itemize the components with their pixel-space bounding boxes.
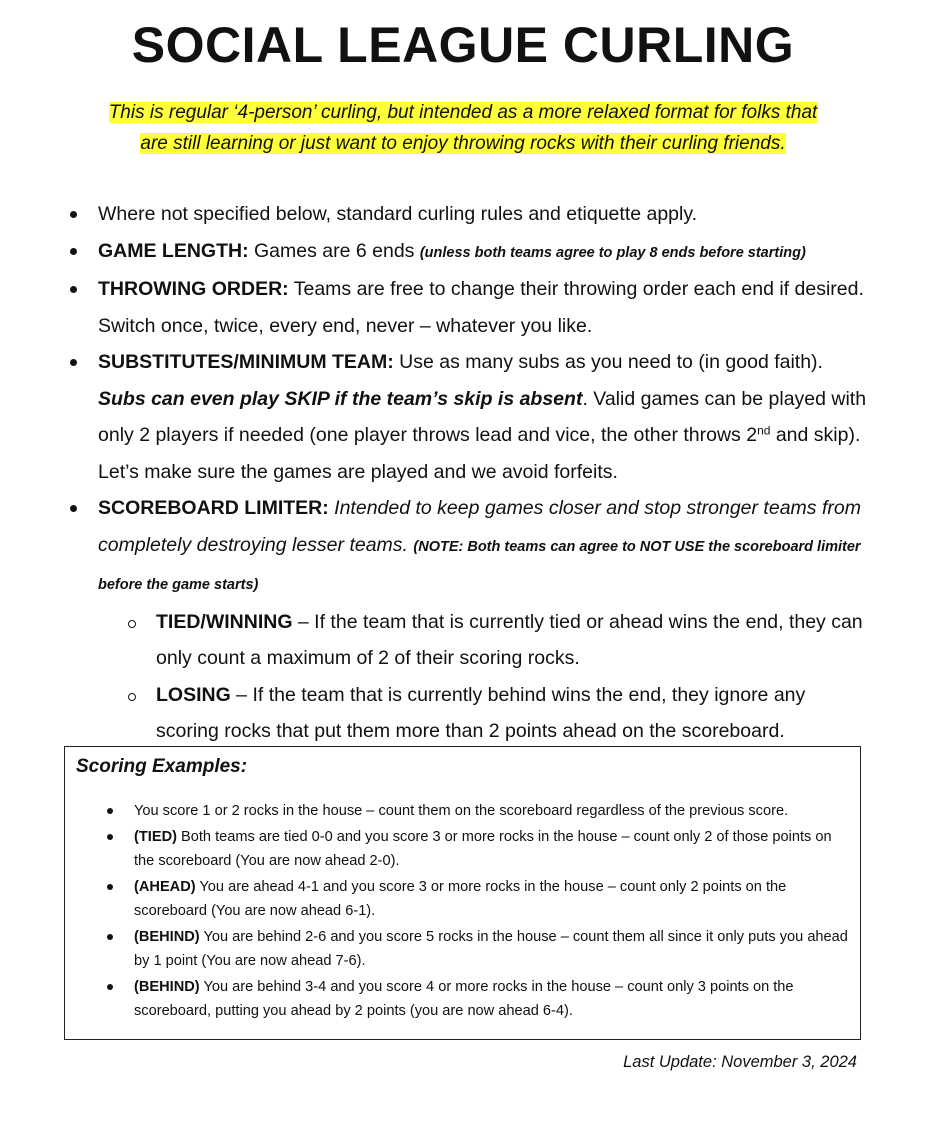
rule-label: THROWING ORDER:: [98, 278, 289, 300]
sub-text: – If the team that is currently behind wins the end, they ignore any scoring rocks that put them more than 2 points ahead on the scoreboard.: [156, 683, 806, 742]
rule-emphasis: Subs can even play SKIP if the team’s skip is absent: [98, 387, 583, 410]
example-tag: (BEHIND): [134, 928, 200, 945]
rule-general-text: Where not specified below, standard curling rules and etiquette apply.: [98, 203, 698, 225]
sub-label: TIED/WINNING: [156, 610, 293, 633]
example-item: [107, 799, 855, 823]
page-title: SOCIAL LEAGUE CURLING: [131, 17, 795, 73]
rule-game-length: [70, 233, 870, 272]
intro-line-2: are still learning or just want to enjoy throwing rocks with their curling friends.: [140, 133, 786, 154]
rule-substitutes: [70, 344, 870, 490]
rules-list: [70, 196, 870, 750]
example-text: You are behind 3-4 and you score 4 or more rocks in the house – count only 3 points on the scoreboard, putting you ahead by 2 points (you are now ahead 6-4).: [134, 979, 794, 1020]
rule-text: Teams are free to change their throwing order each end if desired. Switch once, twice, every end, never – whatever you like.: [98, 278, 864, 337]
example-text: You are behind 2-6 and you score 5 rocks in the house – count them all since it only puts you ahead by 1 point (You are now ahead 7-6).: [134, 928, 848, 970]
examples-title: Scoring Examples:: [76, 756, 248, 777]
example-tag: (TIED): [134, 828, 177, 845]
rule-text: Games are 6 ends: [248, 239, 420, 262]
rule-text: Intended to keep games closer and stop stronger teams from completely destroying lesser teams.: [98, 497, 861, 556]
rule-throwing-order: [70, 271, 870, 344]
limiter-losing: [128, 677, 870, 750]
rule-scoreboard-limiter: [70, 490, 870, 750]
intro-line-1: This is regular ‘4-person’ curling, but intended as a more relaxed format for folks that: [108, 102, 818, 123]
rule-text: . Valid games can be played with only 2 players if needed (one player throws lead and vice, the other throws 2: [98, 387, 867, 446]
sub-text: – If the team that is currently tied or ahead wins the end, they can only count a maximum of 2 of their scoring rocks.: [156, 610, 863, 669]
example-tag: (AHEAD): [134, 878, 196, 895]
rule-text: and skip). Let’s make sure the games are played and we avoid forfeits.: [98, 424, 861, 483]
example-text: You are ahead 4-1 and you score 3 or more rocks in the house – count only 2 points on the scoreboard (You are now ahead 6-1).: [134, 878, 787, 920]
example-text: You score 1 or 2 rocks in the house – count them on the scoreboard regardless of the previous score.: [134, 803, 789, 819]
limiter-tied-winning: [128, 604, 870, 677]
example-tag: (BEHIND): [134, 979, 200, 996]
example-item: [107, 875, 855, 924]
example-item: [107, 975, 855, 1024]
superscript: nd: [757, 423, 771, 438]
examples-list: [107, 799, 855, 1025]
rule-text: Use as many subs as you need to (in good faith).: [393, 351, 823, 373]
example-item: [107, 825, 855, 874]
rule-note: (unless both teams agree to play 8 ends before starting): [419, 244, 806, 261]
rule-label: GAME LENGTH:: [98, 239, 249, 262]
rule-note: (NOTE: Both teams can agree to NOT USE the scoreboard limiter before the game starts): [98, 538, 861, 593]
last-update: Last Update: November 3, 2024: [623, 1053, 857, 1071]
sub-label: LOSING: [156, 683, 231, 706]
rule-label: SUBSTITUTES/MINIMUM TEAM:: [98, 351, 394, 373]
intro-text: [30, 97, 896, 159]
example-item: [107, 925, 855, 974]
rule-general: [70, 196, 870, 233]
example-text: Both teams are tied 0-0 and you score 3 or more rocks in the house – count only 2 of those points on the scoreboard (You are now ahead 2-0).: [134, 828, 832, 870]
scoring-examples-box: [64, 746, 861, 1040]
rule-label: SCOREBOARD LIMITER:: [98, 497, 329, 519]
limiter-sublist: [98, 604, 870, 750]
